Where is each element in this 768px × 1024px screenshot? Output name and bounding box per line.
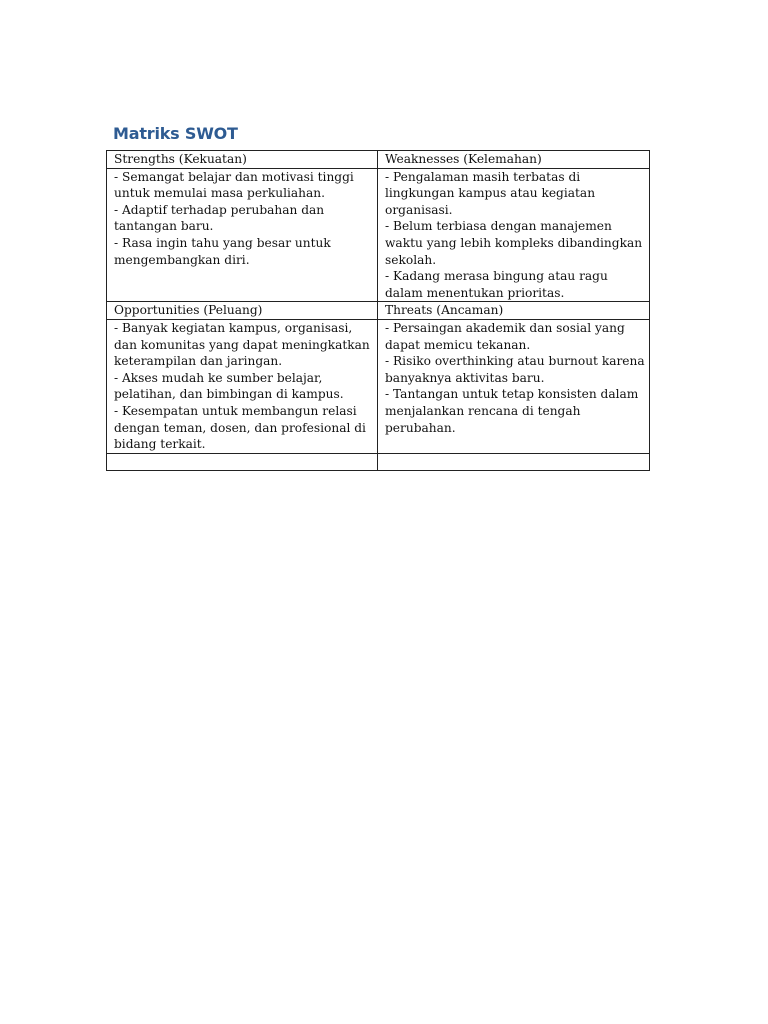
weaknesses-item: - Pengalaman masih terbatas di lingkungan kampus atau kegiatan organisasi. [385,169,596,217]
empty-cell [107,453,378,470]
empty-cell [378,453,650,470]
strengths-item: - Semangat belajar dan motivasi tinggi untuk memulai masa perkuliahan. [114,169,354,201]
opportunities-item: - Banyak kegiatan kampus, organisasi, dan komunitas yang dapat meningkatkan keterampilan dan jaringan. [114,320,370,369]
threats-header: Threats (Ancaman) [378,302,650,320]
threats-item: - Tantangan untuk tetap konsisten dalam menjalankan rencana di tengah perubahan. [385,387,639,435]
table-row [107,319,650,453]
swot-table [106,150,650,471]
page-title: Matriks SWOT [113,124,238,143]
table-row [107,151,650,169]
opportunities-item: - Kesempatan untuk membangun relasi dengan teman, dosen, dan profesional di bidang terkait. [114,403,366,452]
threats-item: - Persaingan akademik dan sosial yang dapat memicu tekanan. [385,320,625,352]
opportunities-cell [107,319,378,453]
strengths-item: - Adaptif terhadap perubahan dan tantangan baru. [114,202,325,234]
empty-table-row [107,453,650,470]
strengths-cell [107,168,378,302]
weaknesses-cell [378,168,650,302]
table-row [107,302,650,320]
opportunities-header: Opportunities (Peluang) [107,302,378,320]
strengths-header: Strengths (Kekuatan) [107,151,378,169]
threats-cell [378,319,650,453]
opportunities-item: - Akses mudah ke sumber belajar, pelatihan, dan bimbingan di kampus. [114,370,344,402]
table-row [107,168,650,302]
weaknesses-item: - Kadang merasa bingung atau ragu dalam menentukan prioritas. [385,269,608,300]
threats-item: - Risiko overthinking atau burnout karena banyaknya aktivitas baru. [385,354,645,385]
weaknesses-item: - Belum terbiasa dengan manajemen waktu yang lebih kompleks dibandingkan sekolah. [385,219,643,267]
strengths-item: - Rasa ingin tahu yang besar untuk mengembangkan diri. [114,235,331,267]
weaknesses-header: Weaknesses (Kelemahan) [378,151,650,169]
